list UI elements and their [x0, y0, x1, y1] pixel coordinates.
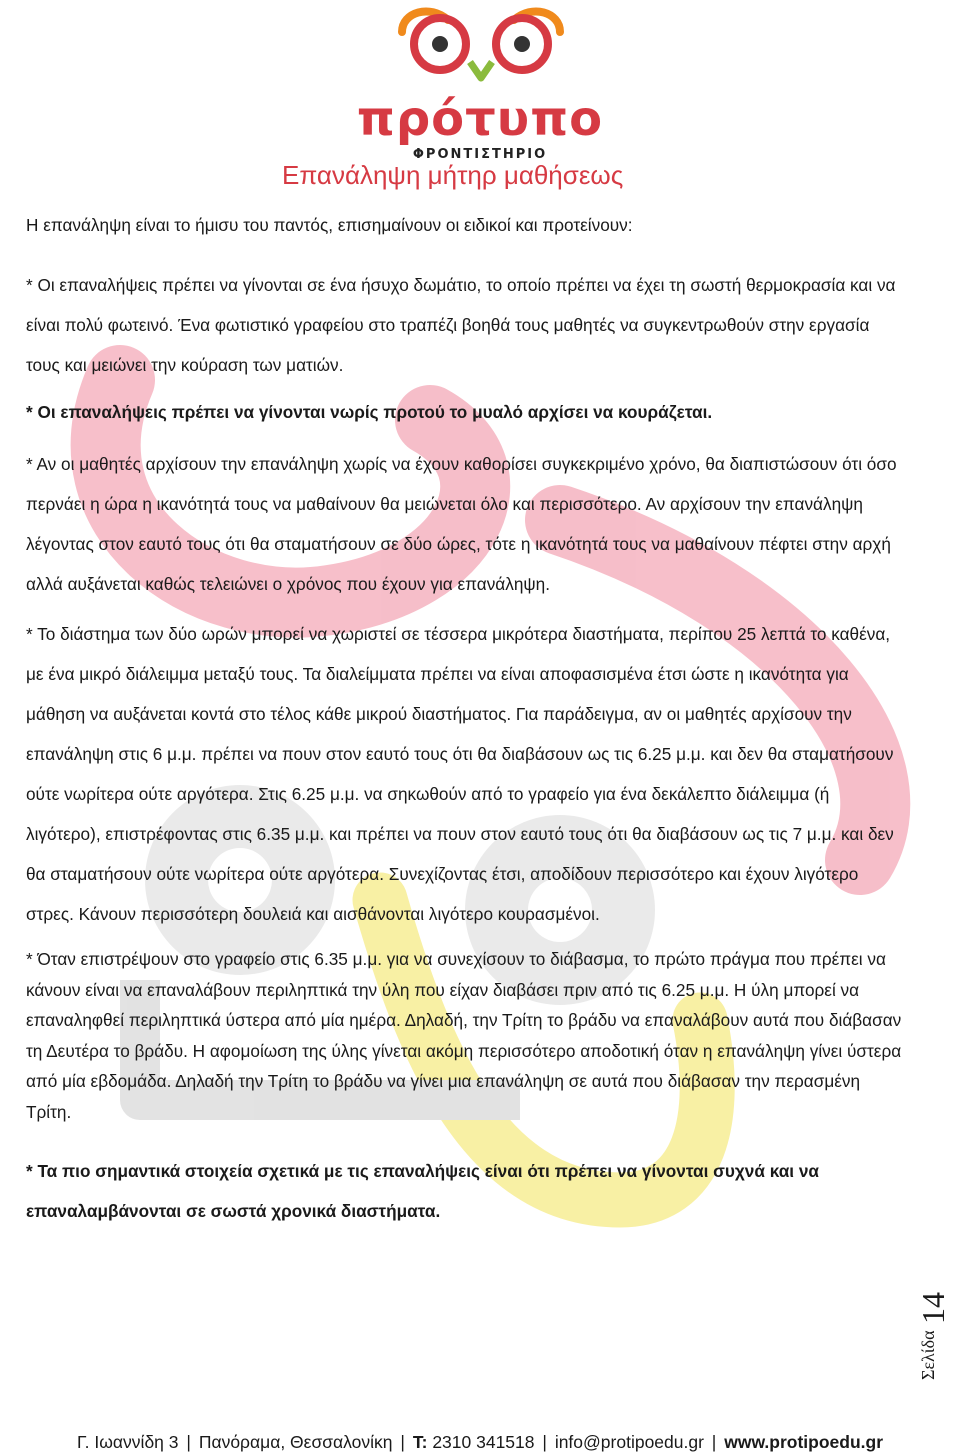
brand-subtitle: ΦΡΟΝΤΙΣΤΗΡΙΟ: [412, 147, 548, 162]
footer-separator: |: [400, 1432, 405, 1452]
footer-address: Γ. Ιωαννίδη 3: [76, 1432, 179, 1452]
page-number: [912, 1276, 960, 1386]
page-number-label: Σελίδα: [918, 1330, 938, 1380]
footer-website-link[interactable]: www.protipoedu.gr: [724, 1432, 884, 1452]
page-title: Επανάληψη μήτηρ μαθήσεως: [282, 160, 624, 190]
footer-email-link[interactable]: info@protipoedu.gr: [554, 1432, 704, 1452]
footer-area: Πανόραμα, Θεσσαλονίκη: [198, 1432, 393, 1452]
paragraph-3: * Αν οι μαθητές αρχίσουν την επανάληψη χωρίς να έχουν καθορίσει συγκεκριμένο χρόνο, θα διαπιστώσουν ότι όσο περνάει η ώρα η ικανότητά τους να μαθαίνουν θα μειώνεται όλο και περισσότερο. Αν αρχίσουν την επανάληψη λέγοντας στον εαυτό τους ότι θα σταματήσουν σε δύο ώρες, τότε η ικανότητά τους να μαθαίνουν πέφτει στην αρχή αλλά αυξάνεται καθώς τελειώνει ο χρόνος που έχουν για επανάληψη.: [26, 454, 897, 594]
header: [0, 0, 960, 200]
footer-separator: |: [542, 1432, 547, 1452]
owl-logo-icon: [330, 2, 630, 94]
paragraph-2-bold: * Οι επαναλήψεις πρέπει να γίνονται νωρίς προτού το μυαλό αρχίσει να κουράζεται.: [26, 402, 713, 422]
paragraph-4: * Το διάστημα των δύο ωρών μπορεί να χωριστεί σε τέσσερα μικρότερα διαστήματα, περίπου 25 λεπτά το καθένα, με ένα μικρό διάλειμμα μεταξύ τους. Τα διαλείμματα πρέπει να είναι αποφασισμένα έτσι ώστε η ικανότητα για μάθηση να αυξάνεται κοντά στο τέλος κάθε μικρού διαστήματος. Για παράδειγμα, αν οι μαθητές αρχίσουν την επανάληψη στις 6 μ.μ. πρέπει να πουν στον εαυτό τους ότι θα διαβάσουν ως τις 6.25 μ.μ. και δεν θα σταματήσουν ούτε νωρίτερα ούτε αργότερα. Στις 6.25 μ.μ. να σηκωθούν από το γραφείο για ένα δεκάλεπτο διάλειμμα (ή λιγότερο), επιστρέφοντας στις 6.35 μ.μ. και πρέπει να πουν στον εαυτό τους ότι θα διαβάσουν ως τις 7 μ.μ. και δεν θα σταματήσουν ούτε νωρίτερα ούτε αργότερα. Συνεχίζοντας έτσι, αποδίδουν περισσότερο και έχουν λιγότερο στρες. Κάνουν περισσότερη δουλειά και αισθάνονται λιγότερο κουρασμένοι.: [26, 624, 894, 924]
footer-phone: 2310 341518: [432, 1432, 535, 1452]
footer-separator: |: [711, 1432, 717, 1452]
paragraph-6-bold: * Τα πιο σημαντικά στοιχεία σχετικά με τις επαναλήψεις είναι ότι πρέπει να γίνονται συχνά και να επαναλαμβάνονται σε σωστά χρονικά διαστήματα.: [26, 1161, 819, 1221]
footer: [0, 1432, 960, 1453]
paragraph-1: * Οι επαναλήψεις πρέπει να γίνονται σε ένα ήσυχο δωμάτιο, το οποίο πρέπει να έχει τη σωστή θερμοκρασία και να είναι πολύ φωτεινό. Ένα φωτιστικό γραφείου στο τραπέζι βοηθά τους μαθητές να συγκεντρωθούν στην εργασία τους και μειώνει την κούραση των ματιών.: [26, 275, 896, 375]
page-number-value: 14: [915, 1292, 951, 1324]
footer-phone-label: Τ:: [412, 1432, 428, 1452]
footer-separator: |: [186, 1432, 191, 1452]
article-body: [26, 205, 906, 1231]
paragraph-5: * Όταν επιστρέψουν στο γραφείο στις 6.35 μ.μ. για να συνεχίσουν το διάβασμα, το πρώτο πράγμα που πρέπει να κάνουν είναι να επαναλάβουν περιληπτικά την ύλη που είχαν διαβάσει πριν από τις 6.25 μ.μ. Η ύλη μπορεί να επαναληφθεί περιληπτικά ύστερα από μία ημέρα. Δηλαδή, την Τρίτη το βράδυ να επαναλάβουν αυτά που διάβασαν τη Δευτέρα το βράδυ. Η αφομοίωση της ύλης γίνεται ακόμη περισσότερο αποδοτική όταν η επανάληψη γίνει ύστερα από μία εβδομάδα. Δηλαδή την Τρίτη το βράδυ να γίνει μια επανάληψη σε αυτά που διάβασαν την περασμένη Τρίτη.: [26, 949, 902, 1122]
intro-paragraph: Η επανάληψη είναι το ήμισυ του παντός, επισημαίνουν οι ειδικοί και προτείνουν:: [26, 215, 633, 235]
brand-name: πρότυπο: [356, 91, 604, 147]
